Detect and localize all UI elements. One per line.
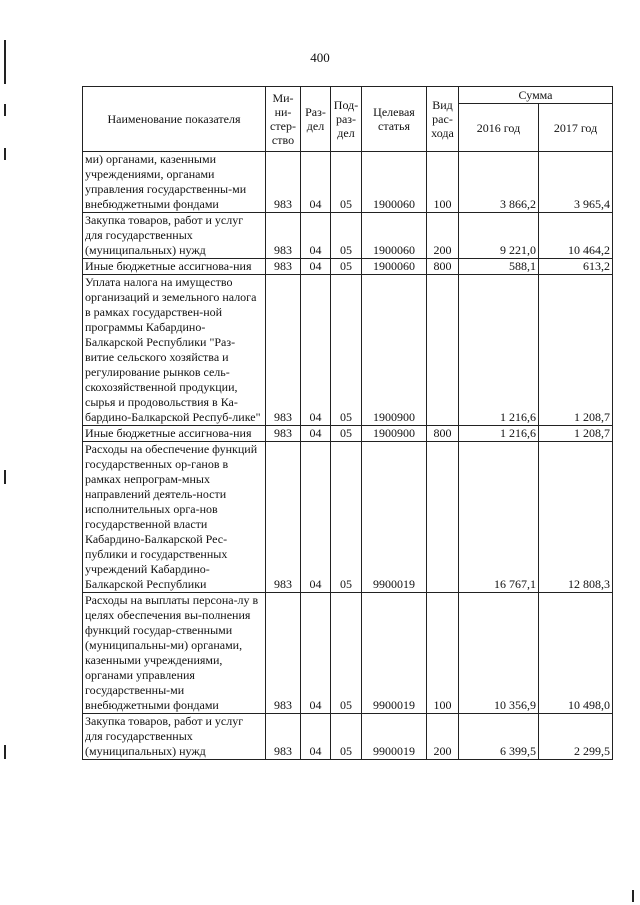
row-sum-2016: 1 216,6 <box>459 275 539 426</box>
header-name: Наименование показателя <box>83 87 266 152</box>
row-ministry: 983 <box>266 442 301 593</box>
row-subsection: 05 <box>331 152 362 213</box>
row-section: 04 <box>301 714 331 760</box>
row-target: 1900060 <box>362 213 427 259</box>
row-subsection: 05 <box>331 213 362 259</box>
header-subsection: Под-раз-дел <box>331 87 362 152</box>
row-ministry: 983 <box>266 213 301 259</box>
row-expense-type <box>427 275 459 426</box>
row-section: 04 <box>301 442 331 593</box>
row-section: 04 <box>301 259 331 275</box>
row-name: Закупка товаров, работ и услуг для государственных (муниципальных) нужд <box>83 714 266 760</box>
row-ministry: 983 <box>266 426 301 442</box>
table-row <box>83 714 613 760</box>
margin-mark <box>4 104 6 116</box>
row-sum-2017: 10 498,0 <box>539 593 613 714</box>
row-section: 04 <box>301 426 331 442</box>
page-number: 400 <box>310 50 330 65</box>
row-target: 9900019 <box>362 714 427 760</box>
row-expense-type: 100 <box>427 152 459 213</box>
row-name: Иные бюджетные ассигнова-ния <box>83 426 266 442</box>
row-expense-type <box>427 442 459 593</box>
header-expense-type: Вид рас-хода <box>427 87 459 152</box>
header-year-2017: 2017 год <box>539 104 613 152</box>
row-section: 04 <box>301 152 331 213</box>
row-name: Уплата налога на имущество организаций и земельного налога в рамках государствен-ной программы Кабардино-Балкарской Республики "Раз-витие сельского хозяйства и регулирование рынков сель-скохозяйственной продукции, сырья и продовольствия в Ка-бардино-Балкарской Респуб-лике" <box>83 275 266 426</box>
row-subsection: 05 <box>331 593 362 714</box>
table-row <box>83 213 613 259</box>
row-target: 1900900 <box>362 426 427 442</box>
row-sum-2016: 10 356,9 <box>459 593 539 714</box>
row-sum-2017: 10 464,2 <box>539 213 613 259</box>
row-sum-2016: 16 767,1 <box>459 442 539 593</box>
header-sum: Сумма <box>459 87 613 104</box>
table-row <box>83 152 613 213</box>
row-subsection: 05 <box>331 442 362 593</box>
row-ministry: 983 <box>266 259 301 275</box>
margin-mark <box>632 890 634 902</box>
row-target: 9900019 <box>362 593 427 714</box>
table-row <box>83 426 613 442</box>
row-expense-type: 200 <box>427 213 459 259</box>
row-subsection: 05 <box>331 275 362 426</box>
header-section: Раз-дел <box>301 87 331 152</box>
row-sum-2017: 613,2 <box>539 259 613 275</box>
row-target: 1900900 <box>362 275 427 426</box>
margin-mark <box>4 745 6 759</box>
row-sum-2016: 9 221,0 <box>459 213 539 259</box>
row-section: 04 <box>301 213 331 259</box>
table-row <box>83 593 613 714</box>
row-sum-2017: 1 208,7 <box>539 426 613 442</box>
row-sum-2017: 12 808,3 <box>539 442 613 593</box>
row-ministry: 983 <box>266 152 301 213</box>
row-expense-type: 800 <box>427 426 459 442</box>
header-ministry: Ми-ни-стер-ство <box>266 87 301 152</box>
header-target: Целевая статья <box>362 87 427 152</box>
row-target: 1900060 <box>362 259 427 275</box>
row-name: Расходы на обеспечение функций государственных ор-ганов в рамках непрограм-мных направлений деятель-ности исполнительных орга-нов государственной власти Кабардино-Балкарской Рес-публики и государственных учреждений Кабардино-Балкарской Республики <box>83 442 266 593</box>
row-section: 04 <box>301 275 331 426</box>
row-name: Закупка товаров, работ и услуг для государственных (муниципальных) нужд <box>83 213 266 259</box>
table-row <box>83 259 613 275</box>
row-ministry: 983 <box>266 593 301 714</box>
table-row <box>83 442 613 593</box>
row-sum-2016: 1 216,6 <box>459 426 539 442</box>
row-ministry: 983 <box>266 275 301 426</box>
row-sum-2017: 3 965,4 <box>539 152 613 213</box>
row-expense-type: 800 <box>427 259 459 275</box>
row-target: 1900060 <box>362 152 427 213</box>
row-subsection: 05 <box>331 714 362 760</box>
table-row <box>83 275 613 426</box>
row-sum-2017: 1 208,7 <box>539 275 613 426</box>
margin-mark <box>4 470 6 484</box>
row-sum-2016: 3 866,2 <box>459 152 539 213</box>
margin-mark <box>4 40 6 84</box>
header-year-2016: 2016 год <box>459 104 539 152</box>
margin-mark <box>4 148 6 160</box>
row-name: Иные бюджетные ассигнова-ния <box>83 259 266 275</box>
row-target: 9900019 <box>362 442 427 593</box>
row-section: 04 <box>301 593 331 714</box>
row-sum-2017: 2 299,5 <box>539 714 613 760</box>
row-subsection: 05 <box>331 426 362 442</box>
row-sum-2016: 588,1 <box>459 259 539 275</box>
budget-table <box>82 86 613 760</box>
row-name: Расходы на выплаты персона-лу в целях обеспечения вы-полнения функций государ-ственными (муниципальны-ми) органами, казенными учреждениями, органами управления государственны-ми внебюджетными фондами <box>83 593 266 714</box>
row-name: ми) органами, казенными учреждениями, органами управления государственны-ми внебюджетными фондами <box>83 152 266 213</box>
row-expense-type: 200 <box>427 714 459 760</box>
row-expense-type: 100 <box>427 593 459 714</box>
row-subsection: 05 <box>331 259 362 275</box>
row-ministry: 983 <box>266 714 301 760</box>
row-sum-2016: 6 399,5 <box>459 714 539 760</box>
